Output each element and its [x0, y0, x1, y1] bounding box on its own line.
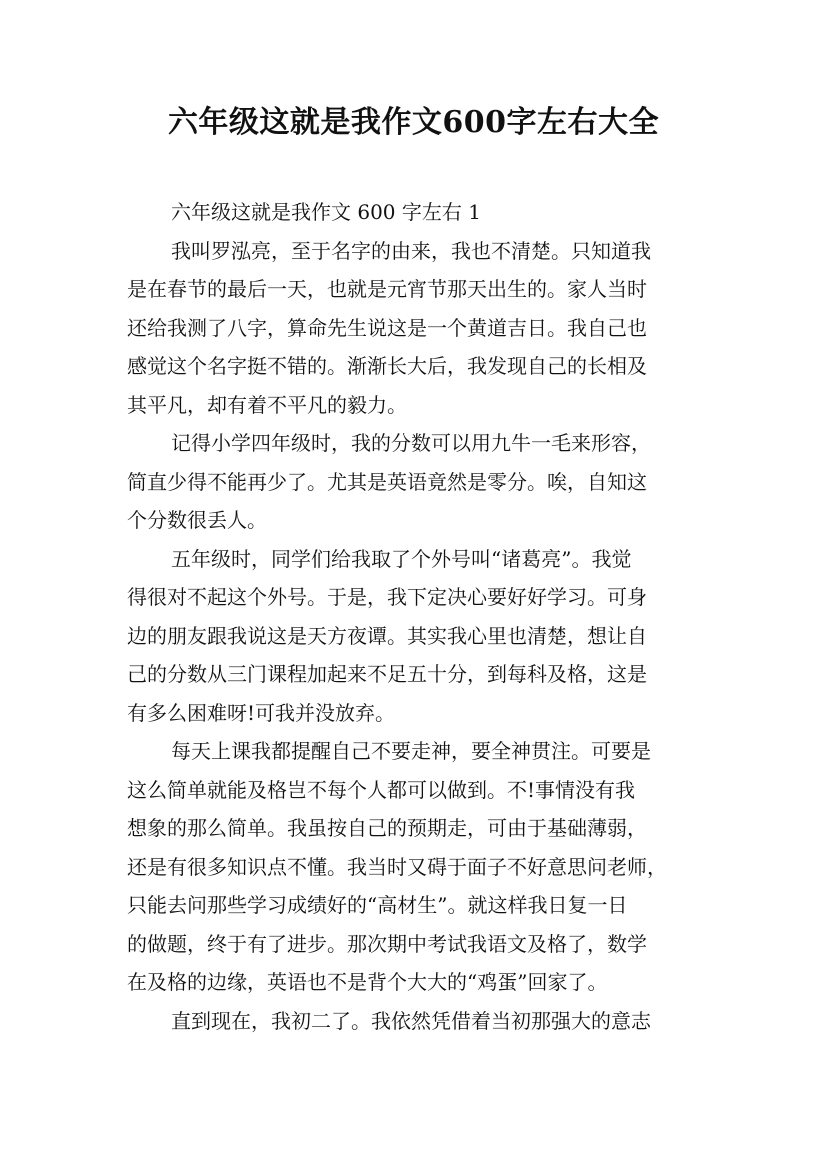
paragraph-5 [127, 1002, 703, 1041]
paragraph-line: 简直少得不能再少了。尤其是英语竟然是零分。唉，自知这 [127, 469, 647, 494]
paragraph-line: 想象的那么简单。我虽按自己的预期走，可由于基础薄弱， [127, 816, 647, 840]
paragraph-line: 己的分数从三门课程加起来不足五十分，到每科及格，这是 [127, 662, 647, 686]
paragraph-2 [127, 424, 703, 540]
paragraph-3 [127, 540, 703, 733]
paragraph-line: 记得小学四年级时，我的分数可以用九牛一毛来形容， [171, 431, 651, 455]
paragraph-line: 的做题，终于有了进步。那次期中考试我语文及格了，数学 [127, 931, 647, 956]
paragraph-line: 还是有很多知识点不懂。我当时又碍于面子不好意思问老师， [127, 854, 667, 879]
paragraph-line: 只能去问那些学习成绩好的“高材生”。就这样我日复一日 [127, 893, 628, 917]
paragraph-line: 边的朋友跟我说这是天方夜谭。其实我心里也清楚，想让自 [127, 623, 647, 648]
document-body [127, 193, 703, 1040]
document-title: 六年级这就是我作文600字左右大全 [167, 105, 660, 140]
paragraph-line: 还给我测了八字，算命先生说这是一个黄道吉日。我自己也 [127, 315, 647, 340]
paragraph-4 [127, 732, 703, 1002]
paragraph-line: 在及格的边缘，英语也不是背个大大的“鸡蛋”回家了。 [127, 970, 608, 994]
paragraph-line: 我叫罗泓亮，至于名字的由来，我也不清楚。只知道我 [171, 238, 651, 263]
section-heading: 六年级这就是我作文 600 字左右 1 [171, 200, 481, 224]
paragraph-line: 有多么困难呀!可我并没放弃。 [127, 700, 396, 725]
paragraph-line: 五年级时，同学们给我取了个外号叫“诸葛亮”。我觉 [171, 546, 632, 571]
paragraph-line: 感觉这个名字挺不错的。渐渐长大后，我发现自己的长相及 [127, 354, 647, 378]
paragraph-line: 得很对不起这个外号。于是，我下定决心要好好学习。可身 [127, 585, 647, 609]
paragraph-line: 是在春节的最后一天，也就是元宵节那天出生的。家人当时 [127, 277, 647, 301]
paragraph-line: 这么简单就能及格岂不每个人都可以做到。不!事情没有我 [127, 777, 636, 802]
paragraph-1 [127, 232, 703, 425]
paragraph-line: 个分数很丢人。 [127, 508, 267, 532]
paragraph-line: 直到现在，我初二了。我依然凭借着当初那强大的意志 [171, 1008, 651, 1033]
paragraph-line: 每天上课我都提醒自己不要走神，要全神贯注。可要是 [171, 739, 651, 763]
paragraph-line: 其平凡，却有着不平凡的毅力。 [127, 392, 407, 417]
